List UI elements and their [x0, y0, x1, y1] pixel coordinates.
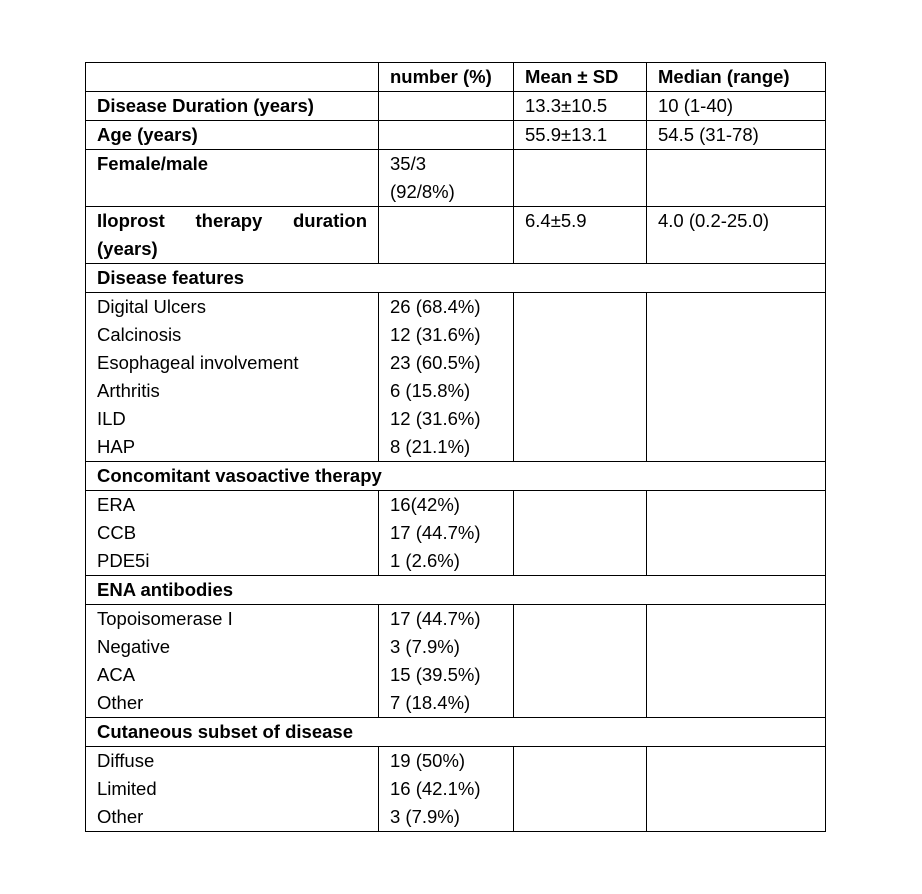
empty-cell: [647, 747, 826, 832]
number-line: (92/8%): [390, 181, 455, 202]
list-item: Esophageal involvement: [97, 352, 299, 373]
cell-median: 4.0 (0.2-25.0): [647, 207, 826, 264]
section-header-row: [86, 576, 826, 605]
empty-cell: [514, 491, 647, 576]
table-row: [86, 491, 826, 576]
list-item: ILD: [97, 408, 126, 429]
empty-cell: [514, 150, 647, 207]
cell-labels: [86, 491, 379, 576]
header-number: number (%): [379, 63, 514, 92]
cell-median: 10 (1-40): [647, 92, 826, 121]
cell-number: [379, 150, 514, 207]
list-item: Diffuse: [97, 750, 155, 771]
list-item: HAP: [97, 436, 136, 457]
empty-cell: [647, 150, 826, 207]
row-label-disease-duration: Disease Duration (years): [86, 92, 379, 121]
cell-mean: 13.3±10.5: [514, 92, 647, 121]
table-row: [86, 150, 826, 207]
number-line: 35/3: [390, 153, 427, 174]
section-header-row: [86, 462, 826, 491]
row-label-age: Age (years): [86, 121, 379, 150]
cell-numbers: [379, 747, 514, 832]
patient-characteristics-table: [85, 62, 826, 832]
list-item: 7 (18.4%): [390, 692, 471, 713]
list-item: 17 (44.7%): [390, 522, 481, 543]
list-item: 15 (39.5%): [390, 664, 481, 685]
table-row: [86, 605, 826, 718]
list-item: 12 (31.6%): [390, 408, 481, 429]
table-row: [86, 747, 826, 832]
empty-cell: [514, 747, 647, 832]
list-item: Limited: [97, 778, 157, 799]
empty-cell: [514, 605, 647, 718]
list-item: Topoisomerase I: [97, 608, 233, 629]
list-item: Digital Ulcers: [97, 296, 206, 317]
header-median-range: Median (range): [647, 63, 826, 92]
table-row: [86, 207, 826, 264]
cell-numbers: [379, 293, 514, 462]
empty-cell: [379, 207, 514, 264]
empty-cell: [647, 491, 826, 576]
header-row: [86, 63, 826, 92]
table-row: [86, 121, 826, 150]
header-blank-cell: [86, 63, 379, 92]
list-item: Arthritis: [97, 380, 160, 401]
list-item: Calcinosis: [97, 324, 182, 345]
list-item: 8 (21.1%): [390, 436, 471, 457]
list-item: 26 (68.4%): [390, 296, 481, 317]
cell-labels: [86, 605, 379, 718]
cell-mean: 55.9±13.1: [514, 121, 647, 150]
table-row: [86, 92, 826, 121]
cell-numbers: [379, 605, 514, 718]
header-mean-sd: Mean ± SD: [514, 63, 647, 92]
list-item: ACA: [97, 664, 136, 685]
list-item: 16 (42.1%): [390, 778, 481, 799]
section-title-ena-antibodies: ENA antibodies: [86, 576, 826, 605]
empty-cell: [379, 92, 514, 121]
empty-cell: [647, 293, 826, 462]
list-item: 12 (31.6%): [390, 324, 481, 345]
row-label-female-male: Female/male: [86, 150, 379, 207]
empty-cell: [514, 293, 647, 462]
list-item: 16(42%): [390, 494, 460, 515]
section-title-vasoactive: Concomitant vasoactive therapy: [86, 462, 826, 491]
empty-cell: [647, 605, 826, 718]
cell-labels: [86, 747, 379, 832]
list-item: ERA: [97, 494, 136, 515]
cell-numbers: [379, 491, 514, 576]
cell-mean: 6.4±5.9: [514, 207, 647, 264]
list-item: PDE5i: [97, 550, 150, 571]
empty-cell: [379, 121, 514, 150]
section-title-disease-features: Disease features: [86, 264, 826, 293]
list-item: Other: [97, 692, 144, 713]
list-item: Other: [97, 806, 144, 827]
list-item: 3 (7.9%): [390, 636, 460, 657]
row-label-iloprost-duration: Iloprost therapy duration (years): [86, 207, 379, 264]
list-item: Negative: [97, 636, 171, 657]
cell-labels: [86, 293, 379, 462]
list-item: 6 (15.8%): [390, 380, 471, 401]
section-header-row: [86, 264, 826, 293]
list-item: 17 (44.7%): [390, 608, 481, 629]
list-item: CCB: [97, 522, 137, 543]
list-item: 19 (50%): [390, 750, 466, 771]
list-item: 1 (2.6%): [390, 550, 460, 571]
table-row: [86, 293, 826, 462]
cell-median: 54.5 (31-78): [647, 121, 826, 150]
section-header-row: [86, 718, 826, 747]
section-title-cutaneous-subset: Cutaneous subset of disease: [86, 718, 826, 747]
list-item: 23 (60.5%): [390, 352, 481, 373]
list-item: 3 (7.9%): [390, 806, 460, 827]
